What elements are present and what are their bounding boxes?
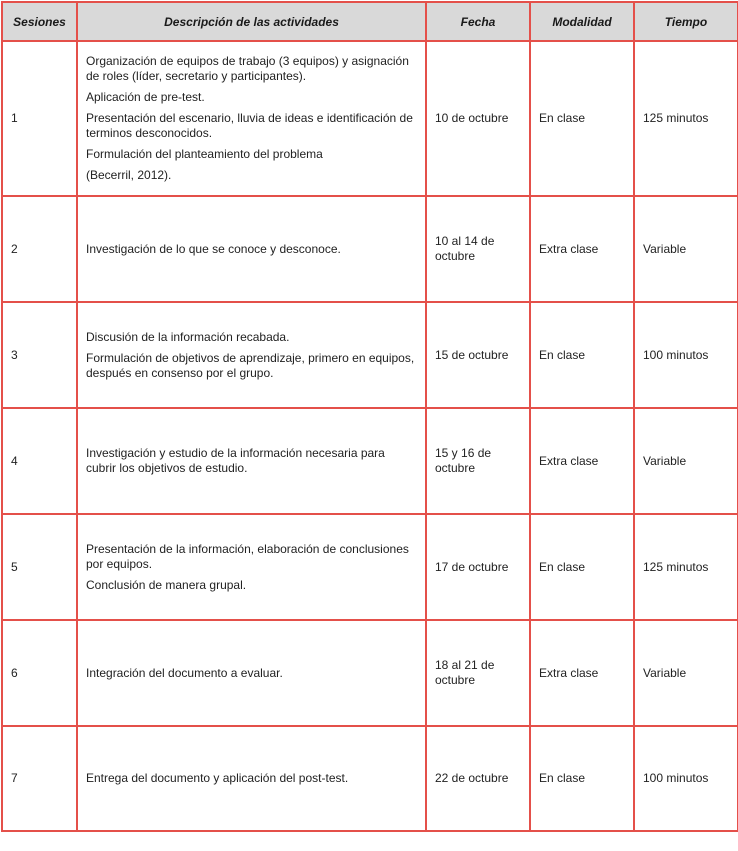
activity-modality: En clase xyxy=(530,302,634,408)
description-line: Presentación de la información, elaboración de conclusiones por equipos. xyxy=(86,541,409,571)
activity-description xyxy=(77,302,426,408)
session-number: 6 xyxy=(2,620,77,726)
description-line: Discusión de la información recabada. xyxy=(86,329,290,344)
header-sessions: Sesiones xyxy=(2,2,77,41)
activity-time: 125 minutos xyxy=(634,514,738,620)
table-row xyxy=(2,408,738,514)
description-line: Conclusión de manera grupal. xyxy=(86,577,247,592)
table-row xyxy=(2,620,738,726)
session-number: 3 xyxy=(2,302,77,408)
table-row xyxy=(2,302,738,408)
description-line: Entrega del documento y aplicación del post-test. xyxy=(86,771,349,785)
description-line: Formulación de objetivos de aprendizaje, primero en equipos, después en consenso por el grupo. xyxy=(86,350,415,380)
session-number: 7 xyxy=(2,726,77,831)
activity-date: 18 al 21 de octubre xyxy=(426,620,530,726)
activity-modality: Extra clase xyxy=(530,408,634,514)
activity-modality: En clase xyxy=(530,41,634,196)
description-line: Presentación del escenario, lluvia de ideas e identificación de terminos desconocidos. xyxy=(86,111,413,140)
activity-modality: En clase xyxy=(530,514,634,620)
activity-description xyxy=(77,620,426,726)
header-date: Fecha xyxy=(426,2,530,41)
activity-date: 15 y 16 de octubre xyxy=(426,408,530,514)
activity-modality: En clase xyxy=(530,726,634,831)
table-row xyxy=(2,196,738,302)
activity-date: 10 de octubre xyxy=(426,41,530,196)
activity-date: 15 de octubre xyxy=(426,302,530,408)
session-number: 2 xyxy=(2,196,77,302)
description-line: Integración del documento a evaluar. xyxy=(86,665,283,680)
header-modality: Modalidad xyxy=(530,2,634,41)
activity-time: Variable xyxy=(634,408,738,514)
activity-time: Variable xyxy=(634,196,738,302)
activity-modality: Extra clase xyxy=(530,196,634,302)
activity-modality: Extra clase xyxy=(530,620,634,726)
header-time: Tiempo xyxy=(634,2,738,41)
activity-description xyxy=(77,196,426,302)
table-row xyxy=(2,514,738,620)
activity-date: 10 al 14 de octubre xyxy=(426,196,530,302)
header-row xyxy=(2,2,738,41)
activity-time: 125 minutos xyxy=(634,41,738,196)
activities-table xyxy=(1,1,738,832)
session-number: 5 xyxy=(2,514,77,620)
table-row xyxy=(2,726,738,831)
table-row xyxy=(2,41,738,196)
activity-date: 17 de octubre xyxy=(426,514,530,620)
activity-description xyxy=(77,41,426,196)
description-line: Investigación y estudio de la información necesaria para cubrir los objetivos de estudio. xyxy=(86,446,385,475)
activity-time: Variable xyxy=(634,620,738,726)
description-line: Aplicación de pre-test. xyxy=(86,90,205,104)
session-number: 4 xyxy=(2,408,77,514)
activity-time: 100 minutos xyxy=(634,302,738,408)
description-line: Organización de equipos de trabajo (3 equipos) y asignación de roles (líder, secretario y participantes). xyxy=(86,54,409,83)
session-number: 1 xyxy=(2,41,77,196)
header-description: Descripción de las actividades xyxy=(77,2,426,41)
activity-description xyxy=(77,726,426,831)
description-line: (Becerril, 2012). xyxy=(86,168,172,182)
description-line: Formulación del planteamiento del problema xyxy=(86,147,323,161)
activity-description xyxy=(77,514,426,620)
activity-description xyxy=(77,408,426,514)
description-line: Investigación de lo que se conoce y desconoce. xyxy=(86,241,341,256)
activity-date: 22 de octubre xyxy=(426,726,530,831)
activity-time: 100 minutos xyxy=(634,726,738,831)
